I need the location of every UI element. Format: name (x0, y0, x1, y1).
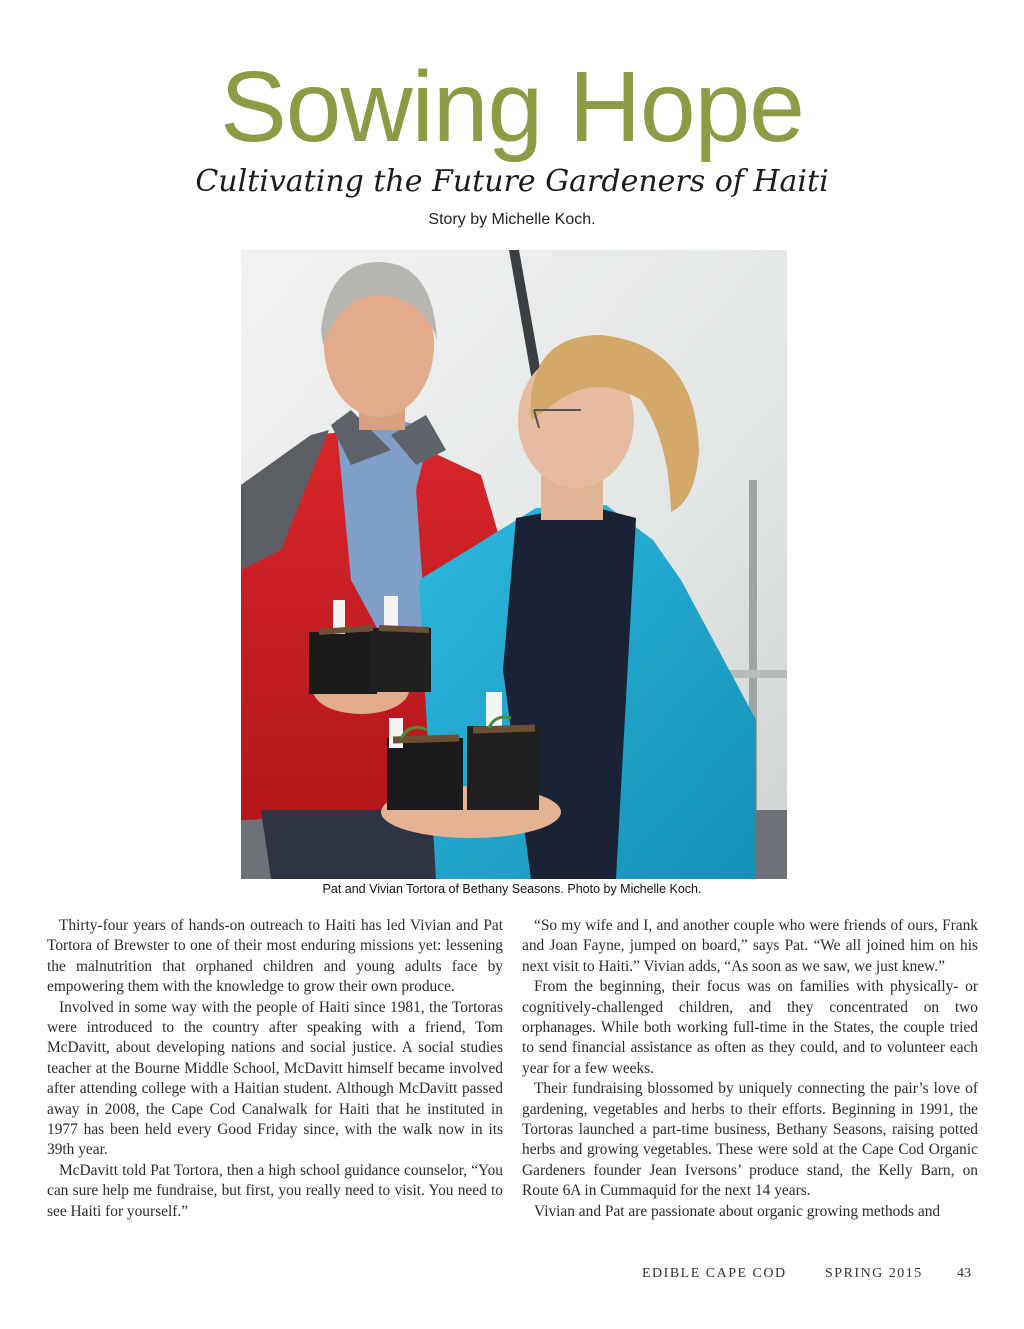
body-paragraph: McDavitt told Pat Tortora, then a high school guidance counselor, “You can sure help me fundraise, but first, you really need to visit. You need to see Haiti for yourself.” (47, 1161, 503, 1220)
body-paragraph: Their fundraising blossomed by uniquely connecting the pair’s love of gardening, vegetables and herbs to their efforts. Beginning in 1991, the Tortoras launched a part-time business, Bethany Seasons, raising potted herbs and growing vegetables. These were sold at the Cape Cod Organic Gardeners founder Jean Iversons’ produce stand, the Kelly Barn, on Route 6A in Cummaquid for the next 14 years. (522, 1080, 978, 1200)
body-column-right (522, 916, 978, 1222)
article-byline: Story by Michelle Koch. (428, 211, 596, 228)
body-column-left (47, 916, 503, 1222)
body-paragraph: From the beginning, their focus was on families with physically- or cognitively-challenged children, and they concentrated on two orphanages. While both working full-time in the States, the couple tried to send financial assistance as often as they could, and to volunteer each year for a few weeks. (522, 978, 978, 1077)
body-paragraph: Vivian and Pat are passionate about organic growing methods and (534, 1202, 941, 1220)
article-photo (241, 250, 787, 879)
footer-season: SPRING 2015 (825, 1266, 923, 1281)
article-title: Sowing Hope (220, 51, 804, 163)
page-number: 43 (957, 1266, 971, 1281)
body-paragraph: “So my wife and I, and another couple who were friends of ours, Frank and Joan Fayne, jumped on board,” says Pat. “We all joined him on his next visit to Haiti.” Vivian adds, “As soon as we saw, we just knew.” (522, 917, 978, 975)
body-paragraph: Thirty-four years of hands-on outreach to Haiti has led Vivian and Pat Tortora of Brewster to one of their most enduring missions yet: lessening the malnutrition that orphaned children and young adults face by empowering them with the knowledge to grow their own produce. (47, 917, 503, 996)
footer-publication: EDIBLE CAPE COD (642, 1266, 787, 1281)
photo-caption: Pat and Vivian Tortora of Bethany Seasons. Photo by Michelle Koch. (322, 882, 702, 896)
body-paragraph: Involved in some way with the people of Haiti since 1981, the Tortoras were introduced to the country after speaking with a friend, Tom McDavitt, about developing nations and social justice. A social studies teacher at the Bourne Middle School, McDavitt himself became involved after attending college with a Haitian student. Although McDavitt passed away in 2008, the Cape Cod Canalwalk for Haiti that he instituted in 1977 has been held every Good Friday since, with the walk now in its 39th year. (47, 998, 503, 1159)
article-subtitle: Cultivating the Future Gardeners of Haiti (195, 164, 829, 199)
